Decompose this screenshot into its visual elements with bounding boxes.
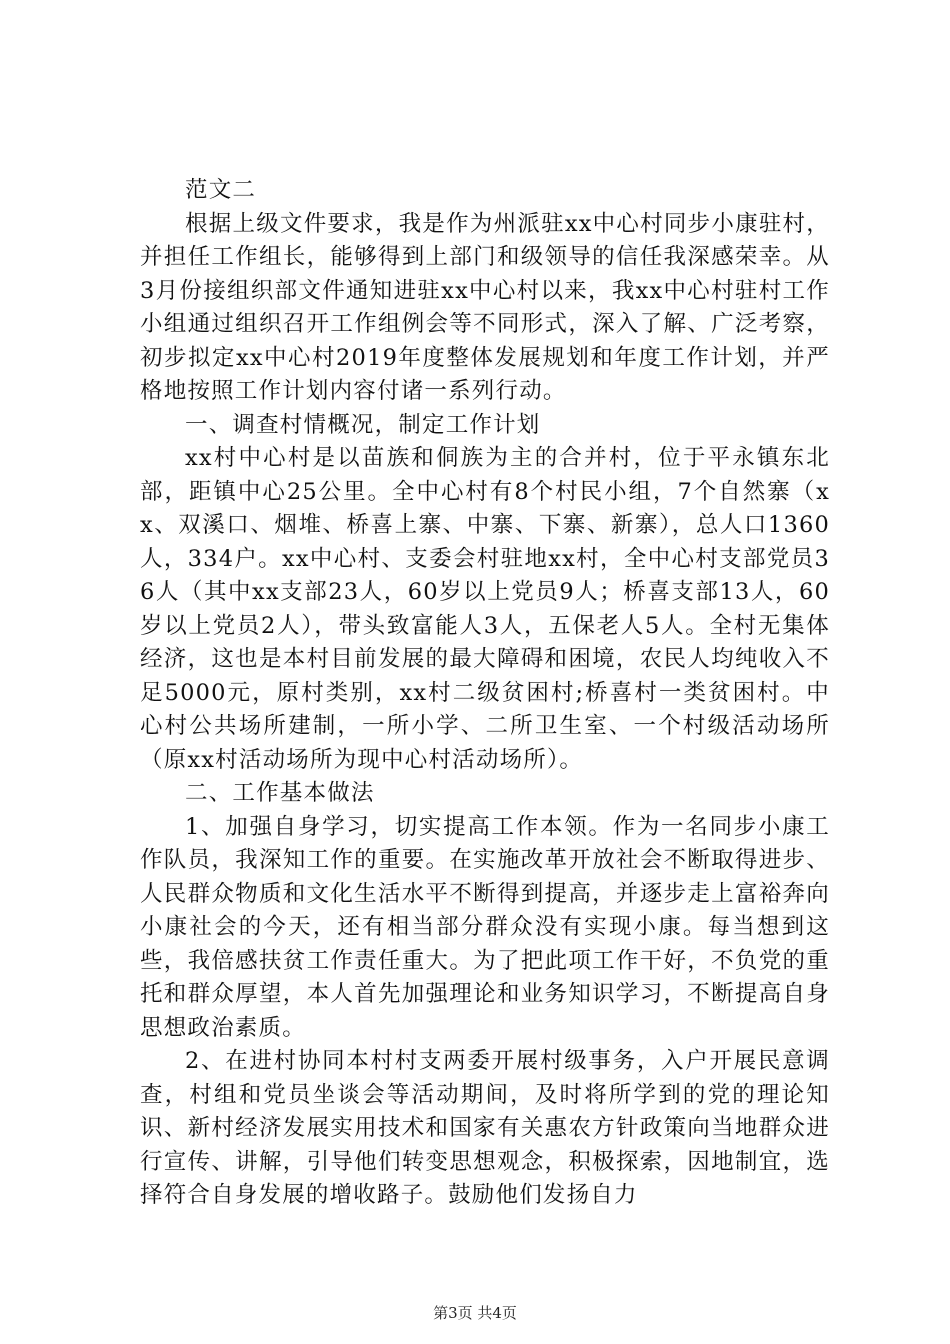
document-body <box>140 174 830 1213</box>
paragraph-method-1: 1、加强自身学习，切实提高工作本领。作为一名同步小康工作队员，我深知工作的重要。在实施改革开放社会不断取得进步、人民群众物质和文化生活水平不断得到提高，并逐步走上富裕奔向小康社会的今天，还有相当部分群众没有实现小康。每当想到这些，我倍感扶贫工作责任重大。为了把此项工作干好，不负党的重托和群众厚望，本人首先加强理论和业务知识学习，不断提高自身思想政治素质。 <box>140 813 830 1041</box>
paragraph-intro: 根据上级文件要求，我是作为州派驻xx中心村同步小康驻村，并担任工作组长，能够得到上部门和级领导的信任我深感荣幸。从3月份接组织部文件通知进驻xx中心村以来，我xx中心村驻村工作小组通过组织召开工作组例会等不同形式，深入了解、广泛考察，初步拟定xx中心村2019年度整体发展规划和年度工作计划，并严格地按照工作计划内容付诸一系列行动。 <box>140 210 830 404</box>
heading-methods: 二、工作基本做法 <box>185 780 375 806</box>
page-number: 第3页 共4页 <box>433 1304 517 1322</box>
section-title: 范文二 <box>185 177 257 203</box>
paragraph-village-overview: xx村中心村是以苗族和侗族为主的合并村，位于平永镇东北部，距镇中心25公里。全中心村有8个村民小组，7个自然寨（xx、双溪口、烟堆、桥喜上寨、中寨、下寨、新寨），总人口1360人，334户。xx中心村、支委会村驻地xx村，全中心村支部党员36人（其中xx支部23人，60岁以上党员9人；桥喜支部13人，60岁以上党员2人），带头致富能人3人，五保老人5人。全村无集体经济，这也是本村目前发展的最大障碍和困境，农民人均纯收入不足5000元，原村类别，xx村二级贫困村;桥喜村一类贫困村。中心村公共场所建制，一所小学、二所卫生室、一个村级活动场所（原xx村活动场所为现中心村活动场所）。 <box>140 445 830 773</box>
heading-survey: 一、调查村情概况，制定工作计划 <box>185 411 541 438</box>
paragraph-method-2: 2、在进村协同本村村支两委开展村级事务，入户开展民意调查，村组和党员坐谈会等活动期间，及时将所学到的党的理论知识、新村经济发展实用技术和国家有关惠农方针政策向当地群众进行宣传、讲解，引导他们转变思想观念，积极探索，因地制宜，选择符合自身发展的增收路子。鼓励他们发扬自力 <box>140 1048 830 1208</box>
